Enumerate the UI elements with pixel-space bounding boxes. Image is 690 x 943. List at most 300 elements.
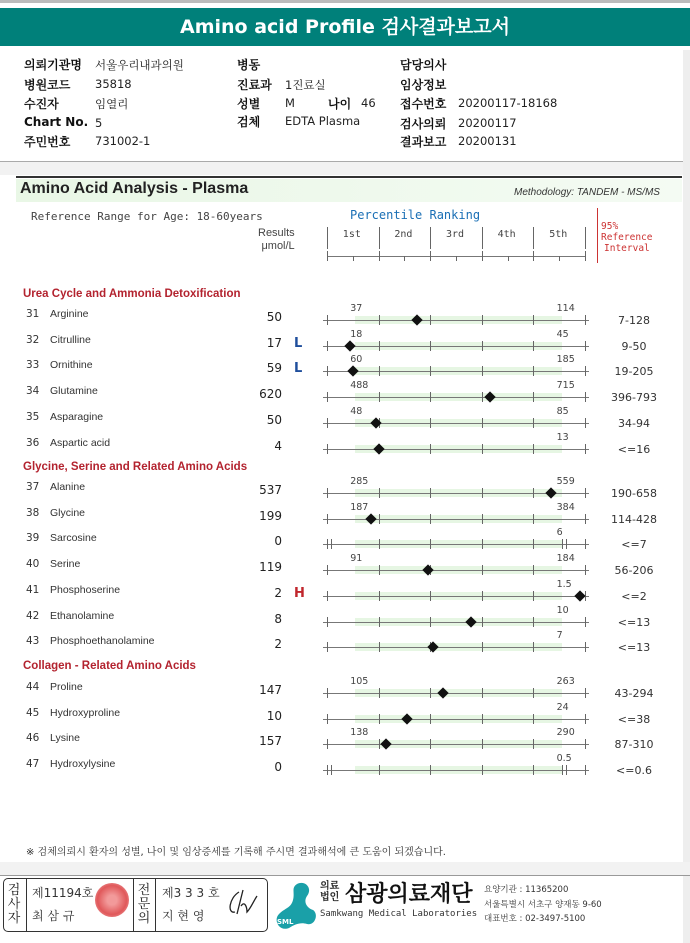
divider [0,161,690,175]
result-value: 4 [274,438,282,453]
axis-tick [533,514,534,524]
axis-tick [585,565,586,575]
percentile-axis [323,320,589,321]
axis-tick [327,392,328,402]
axis-tick [430,765,431,775]
info-label: 검체 [237,115,261,129]
axis-tick [430,366,431,376]
axis-tick [533,617,534,627]
percentile-low-value: 285 [350,476,369,487]
axis-tick [585,765,586,775]
axis-tick [379,714,380,724]
org-prefix [320,881,339,903]
age-value: 46 [361,96,376,110]
axis-tick [533,565,534,575]
axis-tick [482,765,483,775]
info-label: 주민번호 [24,135,71,149]
axis-tick [430,418,431,428]
axis-tick [430,539,431,549]
percentile-high-value: 185 [556,354,575,366]
ref-label: Reference [601,232,653,243]
reference-interval: 56-206 [614,564,654,578]
result-value: 59 [266,361,282,376]
analysis-title: Amino Acid Analysis - Plasma [20,180,249,197]
quintile-label: 3rd [446,229,465,240]
result-value: 199 [259,508,282,523]
axis-tick [331,765,332,775]
axis-tick [482,315,483,325]
reference-interval: <=0.6 [616,764,652,778]
analyte-name: Glutamine [50,385,98,398]
percentile-axis [323,596,589,597]
result-value: 147 [259,683,282,697]
reference-interval-header [601,221,652,254]
percentile-high-value: 6 [556,527,563,539]
label-char: 검 [7,883,21,898]
axis-tick [585,739,586,749]
axis-tick [533,418,534,428]
result-value: 620 [259,387,282,402]
ref-label: Interval [604,243,650,254]
axis-tick [379,642,380,652]
reference-interval: <=2 [621,589,647,603]
row-number: 39 [26,532,40,545]
flag-high: H [294,585,305,601]
axis-tick [327,539,328,549]
percentile-high-value: 10 [556,604,569,616]
scale-tick [533,251,534,261]
percentile-axis [323,770,589,771]
percentile-high-value: 114 [556,303,575,314]
reference-interval: 190-658 [611,487,657,500]
axis-tick [327,514,328,524]
scale-minor-tick [559,256,560,261]
axis-tick [327,366,328,376]
percentile-high-value: 24 [556,701,569,713]
results-label: Results [258,227,295,239]
reference-interval: <=13 [617,615,651,629]
reference-age: Reference Range for Age: 18-60years [31,210,263,223]
org-name: 삼광의료재단 [345,882,473,907]
divider [597,208,598,263]
axis-tick [585,418,586,428]
examiner-number: 제11194호 [32,886,94,900]
percentile-axis [323,346,589,347]
specialist-label [135,884,153,926]
info-value: 5 [95,116,103,130]
row-number: 31 [26,308,40,320]
scale-tick [379,251,380,261]
info-label: 접수번호 [400,97,447,111]
org-phone: 대표번호 : 02-3497-5100 [484,914,586,924]
axis-tick [562,539,563,549]
row-number: 45 [26,706,40,719]
percentile-axis [323,371,589,372]
axis-tick [379,392,380,402]
reference-interval: <=13 [617,641,651,655]
reference-interval: 9-50 [621,339,647,353]
report-title: Amino acid Profile 검사결과보고서 [0,8,690,46]
result-value: 10 [266,708,282,723]
quintile-label: 5th [549,229,568,240]
seal-stamp [95,883,129,917]
axis-tick [482,714,483,724]
axis-tick [585,444,586,454]
reference-interval: <=7 [621,538,647,552]
percentile-high-value: 559 [556,476,575,487]
percentile-axis [323,423,589,424]
info-value: 서울우리내과의원 [95,58,184,72]
info-value: 731002-1 [95,134,151,148]
axis-tick [482,366,483,376]
axis-tick [533,392,534,402]
label-char: 자 [7,911,21,926]
percentile-low-value: 187 [350,501,369,513]
quintile-label: 2nd [394,229,413,240]
axis-tick [482,688,483,698]
axis-tick [327,739,328,749]
axis-tick [327,565,328,575]
org-code: 요양기관 : 11365200 [484,885,569,895]
examiner-label [5,884,23,926]
percentile-title: Percentile Ranking [350,208,481,222]
axis-tick [482,444,483,454]
reference-interval: <=16 [617,442,651,456]
result-value: 157 [259,734,282,749]
percentile-low-value: 138 [350,727,369,739]
axis-tick [482,341,483,351]
analyte-name: Arginine [50,308,89,320]
axis-tick [533,315,534,325]
info-value: 20200131 [458,134,517,148]
analyte-name: Serine [50,558,81,571]
result-value: 8 [274,611,282,626]
label-char: 문 [137,897,151,912]
percentile-high-value: 715 [556,380,575,392]
row-number: 36 [26,436,40,449]
scale-tick [482,251,483,261]
scale-minor-tick [456,256,457,261]
axis-tick [327,714,328,724]
reference-interval: 7-128 [618,314,650,327]
axis-tick [585,341,586,351]
analyte-name: Citrulline [50,333,91,346]
org-english-name: Samkwang Medical Laboratories [320,909,478,919]
result-value: 2 [274,585,282,600]
result-value: 119 [259,560,282,575]
percentile-low-value: 37 [350,303,363,314]
analyte-name: Lysine [50,732,80,745]
analyte-name: Hydroxylysine [50,758,116,771]
result-value: 2 [274,637,282,652]
analyte-name: Asparagine [50,410,104,423]
row-number: 32 [26,333,40,346]
row-number: 47 [26,758,40,771]
info-value: 20200117 [458,116,517,130]
axis-tick [327,765,328,775]
axis-tick [482,514,483,524]
info-label: 의뢰기관명 [24,58,82,72]
scale-minor-tick [508,256,509,261]
axis-tick [327,617,328,627]
reference-interval: <=38 [617,712,651,726]
axis-tick [566,765,567,775]
axis-tick [533,539,534,549]
axis-tick [482,642,483,652]
scale-divider [379,227,380,249]
axis-tick [585,366,586,376]
reference-interval: 19-205 [614,365,654,379]
axis-tick [430,341,431,351]
analyte-name: Glycine [50,506,86,519]
axis-tick [379,591,380,601]
percentile-low-value: 48 [350,405,363,417]
row-number: 44 [26,681,40,693]
examiner-name: 최 삼 규 [32,909,75,923]
label-char: 전 [137,883,151,898]
percentile-low-value: 488 [350,380,369,392]
analyte-name: Aspartic acid [50,436,111,449]
axis-tick [379,617,380,627]
axis-tick [585,539,586,549]
scale-minor-tick [404,256,405,261]
row-number: 37 [26,481,40,493]
reference-interval: 87-310 [614,738,654,752]
axis-tick [430,315,431,325]
row-number: 41 [26,583,40,596]
row-number: 43 [26,635,40,648]
axis-tick [585,315,586,325]
info-value: 1진료실 [285,78,326,92]
percentile-high-value: 1.5 [556,578,572,590]
notice-text: ※ 검체의뢰시 환자의 성별, 나이 및 임상증세를 기록해 주시면 결과해석에 큰 도움이 되겠습니다. [26,847,446,858]
percentile-low-value: 91 [350,553,363,565]
axis-tick [482,539,483,549]
specialist-number: 제3 3 3 호 [162,886,220,900]
row-number: 46 [26,732,40,745]
label-char: 의 [137,911,151,926]
divider [26,878,27,932]
percentile-axis [323,744,589,745]
info-value: EDTA Plasma [285,114,361,128]
divider [0,862,690,876]
info-label: 담당의사 [400,58,447,72]
percentile-axis [323,693,589,694]
percentile-high-value: 0.5 [556,753,572,765]
axis-tick [533,366,534,376]
org-prefix-line: 의료 [320,881,340,892]
axis-tick [430,739,431,749]
axis-tick [327,488,328,498]
axis-tick [482,591,483,601]
axis-tick [482,418,483,428]
axis-tick [430,444,431,454]
axis-tick [562,765,563,775]
axis-tick [533,714,534,724]
info-value: 임열리 [95,97,129,111]
axis-tick [533,591,534,601]
reference-interval: 114-428 [611,512,657,526]
specialist-name: 지 현 영 [162,909,205,923]
logo-text: SML [277,918,294,926]
top-border [0,0,690,3]
axis-tick [430,714,431,724]
axis-tick [379,488,380,498]
info-label: 임상정보 [400,78,447,92]
result-value: 17 [266,335,282,350]
flag-low: L [294,335,303,351]
axis-tick [430,488,431,498]
quintile-label: 4th [497,229,516,240]
label-char: 사 [7,897,21,912]
axis-tick [327,444,328,454]
age-label: 나이 [328,97,352,111]
scale-tick [430,251,431,261]
percentile-axis [323,719,589,720]
scale-divider [327,227,328,249]
axis-tick [533,688,534,698]
axis-tick [327,315,328,325]
axis-tick [379,315,380,325]
methodology: Methodology: TANDEM - MS/MS [514,187,660,198]
scrollbar-track[interactable] [683,50,690,943]
axis-tick [430,392,431,402]
axis-tick [482,392,483,402]
percentile-high-value: 45 [556,328,569,340]
percentile-high-value: 290 [556,727,575,739]
axis-tick [585,714,586,724]
axis-tick [585,514,586,524]
unit-label: μmol/L [261,240,295,252]
axis-tick [327,688,328,698]
scale-minor-tick [353,256,354,261]
axis-tick [585,642,586,652]
axis-tick [327,341,328,351]
axis-tick [430,617,431,627]
analyte-name: Phosphoethanolamine [50,635,155,648]
section-title: Glycine, Serine and Related Amino Acids [23,461,248,473]
result-value: 0 [274,534,282,549]
axis-tick [585,688,586,698]
axis-tick [585,488,586,498]
analyte-name: Sarcosine [50,532,97,545]
axis-tick [331,539,332,549]
row-number: 38 [26,506,40,519]
axis-tick [533,488,534,498]
axis-tick [379,366,380,376]
row-number: 42 [26,609,40,622]
axis-tick [482,488,483,498]
axis-tick [379,688,380,698]
scale-divider [585,227,586,249]
axis-tick [379,539,380,549]
axis-tick [379,341,380,351]
percentile-axis [323,570,589,571]
section-title: Collagen - Related Amino Acids [23,660,196,672]
result-value: 50 [266,310,282,324]
percentile-axis [323,647,589,648]
percentile-axis [323,544,589,545]
org-prefix-line: 법인 [320,892,340,903]
divider [155,878,156,932]
sml-logo [273,880,319,930]
result-value: 0 [274,760,282,775]
flag-low: L [294,361,303,377]
info-label: 성별 [237,97,261,111]
divider [16,176,682,178]
percentile-axis [323,519,589,520]
axis-tick [482,617,483,627]
info-label: Chart No. [24,115,89,129]
axis-tick [327,642,328,652]
info-value: M [285,96,295,110]
axis-tick [533,765,534,775]
scale-divider [533,227,534,249]
reference-interval: 396-793 [611,391,657,405]
info-label: 결과보고 [400,135,447,149]
org-address: 서울특별시 서초구 양재동 9-60 [484,900,602,910]
axis-tick [533,341,534,351]
info-label: 병원코드 [24,78,71,92]
axis-tick [533,739,534,749]
axis-tick [430,514,431,524]
result-value: 537 [259,483,282,497]
analyte-name: Ornithine [50,359,93,372]
percentile-axis [323,622,589,623]
scale-divider [430,227,431,249]
info-label: 진료과 [237,78,272,92]
axis-tick [585,392,586,402]
axis-tick [533,642,534,652]
axis-tick [533,444,534,454]
analyte-name: Phosphoserine [50,583,121,596]
reference-interval: 34-94 [618,416,650,430]
percentile-low-value: 60 [350,354,363,366]
percentile-high-value: 7 [556,630,563,642]
analyte-name: Hydroxyproline [50,706,121,719]
axis-tick [585,617,586,627]
scale-divider [482,227,483,249]
scale-tick [585,251,586,261]
row-number: 35 [26,410,40,423]
percentile-low-value: 18 [350,328,363,340]
analyte-name: Proline [50,681,83,693]
signature [225,888,261,918]
quintile-label: 1st [342,229,361,240]
scale-tick [327,251,328,261]
percentile-axis [323,449,589,450]
results-header [258,227,295,253]
axis-tick [379,565,380,575]
axis-tick [379,765,380,775]
axis-tick [327,418,328,428]
result-value: 50 [266,412,282,427]
analyte-name: Alanine [50,481,86,493]
percentile-low-value: 105 [350,676,369,687]
row-number: 34 [26,385,40,398]
info-label: 병동 [237,58,261,72]
percentile-high-value: 85 [556,405,569,417]
axis-tick [379,514,380,524]
axis-tick [566,539,567,549]
info-value: 20200117-18168 [458,96,558,110]
axis-tick [430,591,431,601]
info-label: 검사의뢰 [400,117,447,131]
info-value: 35818 [95,77,132,91]
analyte-name: Ethanolamine [50,609,115,622]
row-number: 33 [26,359,40,372]
axis-tick [482,739,483,749]
